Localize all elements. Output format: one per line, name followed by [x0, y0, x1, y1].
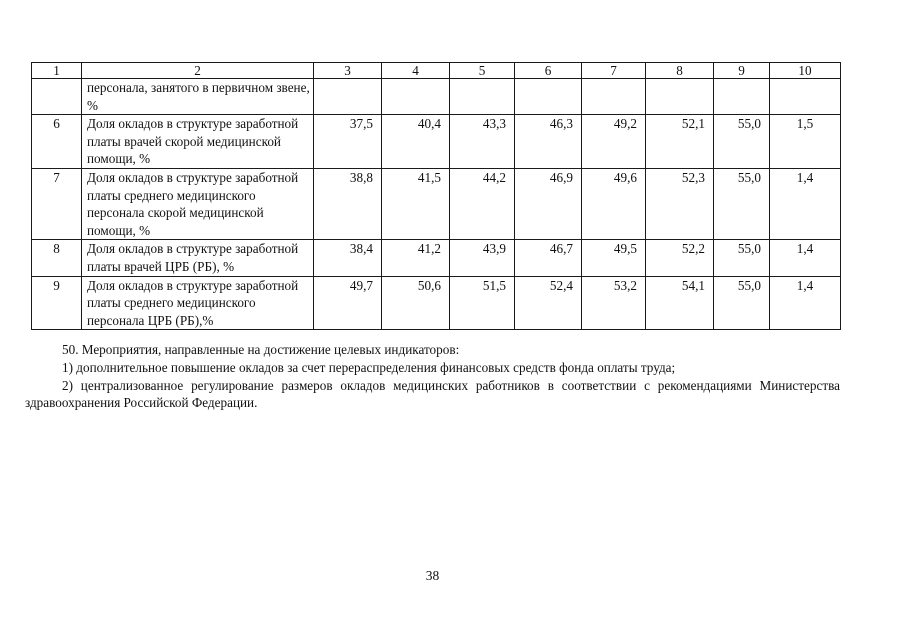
value-cell: 43,9: [450, 240, 515, 276]
table-row: [32, 276, 841, 330]
measures-heading: 50. Мероприятия, направленные на достижение целевых индикаторов:: [62, 342, 460, 357]
table-row: [32, 115, 841, 169]
value-cell: [450, 79, 515, 115]
last-value-cell: 1,5: [770, 115, 841, 169]
column-number-header: 1: [32, 63, 82, 79]
value-cell: 41,5: [382, 168, 450, 239]
value-cell: 49,5: [582, 240, 646, 276]
page-number: 38: [425, 568, 440, 583]
value-cell: 44,2: [450, 168, 515, 239]
value-cell: 54,1: [646, 276, 714, 330]
value-cell: 49,2: [582, 115, 646, 169]
value-cell: 46,9: [515, 168, 582, 239]
value-cell: 55,0: [714, 168, 770, 239]
indicator-name-cell: Доля окладов в структуре заработной платы врачей ЦРБ (РБ), %: [82, 240, 314, 276]
value-cell: 55,0: [714, 240, 770, 276]
row-number-cell: 7: [32, 168, 82, 239]
value-cell: [382, 79, 450, 115]
value-cell: [515, 79, 582, 115]
table-row: [32, 79, 841, 115]
indicators-table: [31, 62, 841, 330]
last-value-cell: 1,4: [770, 276, 841, 330]
table-header-row: [32, 63, 841, 79]
value-cell: 53,2: [582, 276, 646, 330]
value-cell: 46,3: [515, 115, 582, 169]
row-number-cell: 6: [32, 115, 82, 169]
column-number-header: 5: [450, 63, 515, 79]
value-cell: 37,5: [314, 115, 382, 169]
value-cell: 49,7: [314, 276, 382, 330]
measure-item-1: 1) дополнительное повышение окладов за счет перераспределения финансовых средств фонда оплаты труда;: [62, 359, 676, 375]
column-number-header: 9: [714, 63, 770, 79]
measures-text: [25, 341, 840, 412]
row-number-cell: [32, 79, 82, 115]
column-number-header: 10: [770, 63, 841, 79]
indicator-name-cell: Доля окладов в структуре заработной платы среднего медицинского персонала скорой медицинской помощи, %: [82, 168, 314, 239]
value-cell: 55,0: [714, 115, 770, 169]
value-cell: 41,2: [382, 240, 450, 276]
column-number-header: 2: [82, 63, 314, 79]
value-cell: 46,7: [515, 240, 582, 276]
value-cell: 40,4: [382, 115, 450, 169]
column-number-header: 8: [646, 63, 714, 79]
value-cell: [714, 79, 770, 115]
value-cell: [646, 79, 714, 115]
last-value-cell: 1,4: [770, 240, 841, 276]
table-row: [32, 240, 841, 276]
indicator-name-cell: персонала, занятого в первичном звене, %: [82, 79, 314, 115]
column-number-header: 6: [515, 63, 582, 79]
value-cell: 38,4: [314, 240, 382, 276]
value-cell: 51,5: [450, 276, 515, 330]
row-number-cell: 8: [32, 240, 82, 276]
value-cell: 52,1: [646, 115, 714, 169]
row-number-cell: 9: [32, 276, 82, 330]
column-number-header: 3: [314, 63, 382, 79]
value-cell: 50,6: [382, 276, 450, 330]
value-cell: 43,3: [450, 115, 515, 169]
table-row: [32, 168, 841, 239]
column-number-header: 4: [382, 63, 450, 79]
value-cell: 55,0: [714, 276, 770, 330]
value-cell: [582, 79, 646, 115]
value-cell: [314, 79, 382, 115]
last-value-cell: [770, 79, 841, 115]
value-cell: 38,8: [314, 168, 382, 239]
last-value-cell: 1,4: [770, 168, 841, 239]
value-cell: 52,4: [515, 276, 582, 330]
indicator-name-cell: Доля окладов в структуре заработной платы среднего медицинского персонала ЦРБ (РБ),%: [82, 276, 314, 330]
value-cell: 52,3: [646, 168, 714, 239]
indicator-name-cell: Доля окладов в структуре заработной платы врачей скорой медицинской помощи, %: [82, 115, 314, 169]
value-cell: 52,2: [646, 240, 714, 276]
column-number-header: 7: [582, 63, 646, 79]
value-cell: 49,6: [582, 168, 646, 239]
measure-item-2: 2) централизованное регулирование размеров окладов медицинских работников в соответствии с рекомендациями Министерства здравоохранения Российской Федерации.: [25, 377, 840, 411]
